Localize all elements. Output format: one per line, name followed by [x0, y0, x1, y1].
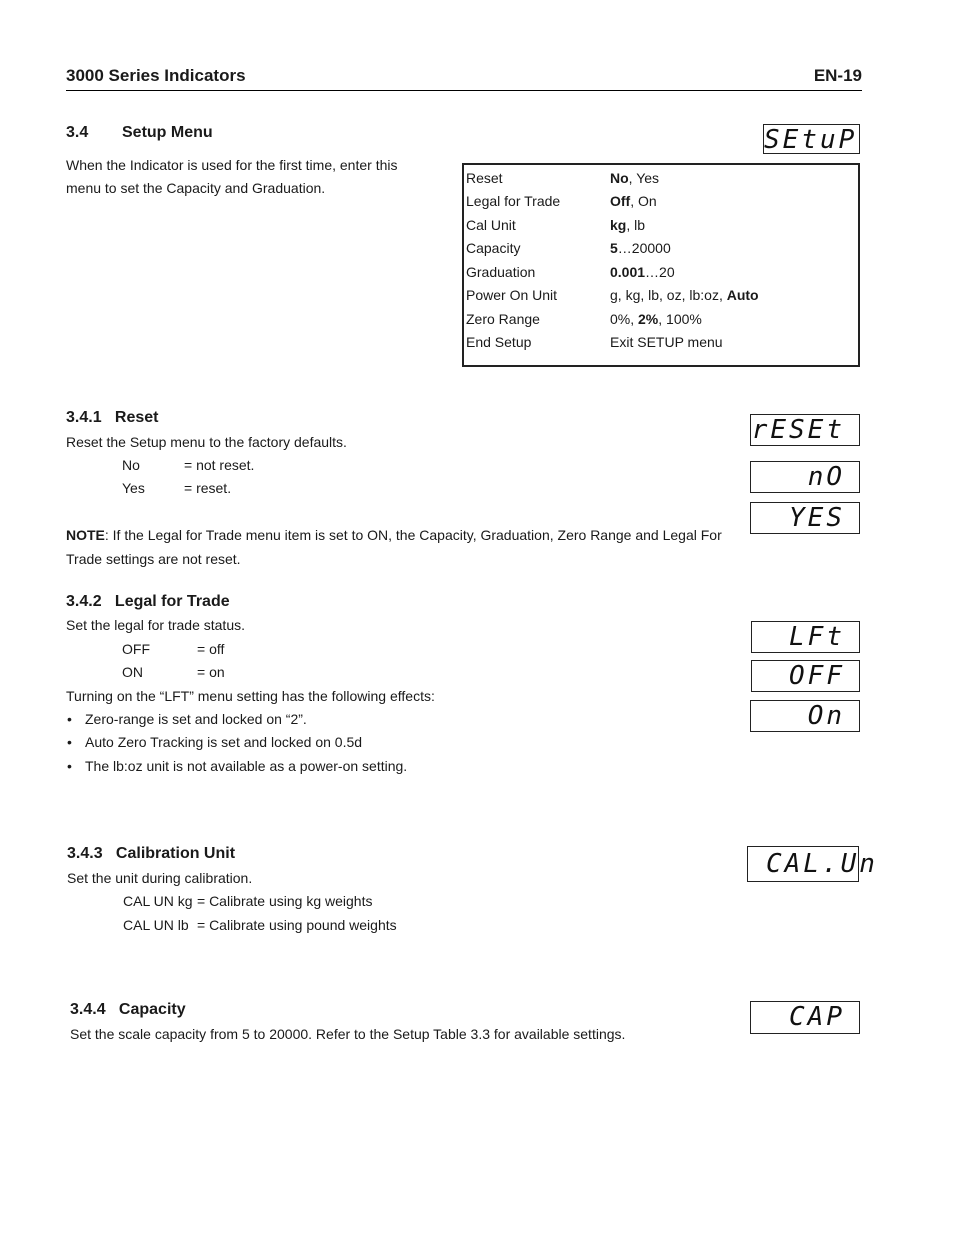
lcd-cap: CAP [750, 1001, 860, 1034]
setup-intro-line1: When the Indicator is used for the first time, enter this [66, 157, 398, 173]
calun-description: Set the unit during calibration. [67, 870, 253, 886]
section-3-4-4-title: 3.4.4 Capacity [70, 1001, 186, 1018]
lcd-calun: CAL.Un [747, 846, 859, 882]
lcd-on: On [750, 700, 860, 732]
setup-intro-line2: menu to set the Capacity and Graduation. [66, 180, 326, 196]
reset-option-no-key: No [122, 457, 140, 473]
row-value-reset: No, Yes [610, 170, 660, 186]
calun-option-kg-value: = Calibrate using kg weights [197, 893, 373, 909]
row-value-graduation: 0.001…20 [610, 264, 675, 280]
lft-description: Set the legal for trade status. [66, 617, 245, 633]
lft-option-off-key: OFF [122, 641, 150, 657]
header-rule [66, 90, 862, 91]
row-label-end-setup: End Setup [466, 334, 532, 350]
row-label-graduation: Graduation [466, 264, 536, 280]
section-3-4-1-title: 3.4.1 Reset [66, 409, 159, 426]
row-value-cal-unit: kg, lb [610, 217, 646, 233]
lft-effect-bullet-3: • The lb:oz unit is not available as a power-on setting. [85, 755, 407, 778]
lft-effects-intro: Turning on the “LFT” menu setting has the following effects: [66, 688, 435, 704]
page-number: EN-19 [813, 66, 862, 85]
row-value-capacity: 5…20000 [610, 240, 671, 256]
row-value-zero-range: 0%, 2%, 100% [610, 311, 702, 327]
row-label-cal-unit: Cal Unit [466, 217, 516, 233]
calun-option-lb-value: = Calibrate using pound weights [197, 917, 397, 933]
reset-option-yes-value: = reset. [184, 480, 232, 496]
document-title: 3000 Series Indicators [66, 66, 246, 85]
row-label-power-on-unit: Power On Unit [466, 287, 558, 303]
setup-table [462, 163, 860, 367]
reset-note-line1: NOTE: If the Legal for Trade menu item is set to ON, the Capacity, Graduation, Zero Range and Legal For [66, 527, 722, 543]
lcd-yes: YES [750, 502, 860, 534]
lft-effect-bullet-2: • Auto Zero Tracking is set and locked on 0.5d [85, 731, 362, 754]
lcd-lft: LFt [751, 621, 860, 653]
row-label-capacity: Capacity [466, 240, 521, 256]
reset-description: Reset the Setup menu to the factory defaults. [66, 434, 347, 450]
row-value-legal-for-trade: Off, On [610, 193, 657, 209]
calun-option-lb-key: CAL UN lb [123, 917, 189, 933]
reset-option-no-value: = not reset. [184, 457, 255, 473]
row-value-end-setup: Exit SETUP menu [610, 334, 723, 350]
section-3-4-3-title: 3.4.3 Calibration Unit [67, 845, 236, 862]
row-label-legal-for-trade: Legal for Trade [466, 193, 561, 209]
section-3-4-2-title: 3.4.2 Legal for Trade [66, 593, 230, 610]
reset-note-line2: Trade settings are not reset. [66, 551, 241, 567]
lcd-off: OFF [751, 660, 860, 692]
section-3-4-title: Setup Menu [122, 124, 213, 141]
lft-option-off-value: = off [197, 641, 225, 657]
row-label-zero-range: Zero Range [466, 311, 540, 327]
capacity-description: Set the scale capacity from 5 to 20000. Refer to the Setup Table 3.3 for available settings. [70, 1026, 626, 1042]
lft-option-on-value: = on [197, 664, 225, 680]
lft-effect-bullet-1: • Zero-range is set and locked on “2”. [85, 708, 307, 731]
lcd-setup: SEtuP [763, 124, 860, 154]
calun-option-kg-key: CAL UN kg [123, 893, 193, 909]
row-label-reset: Reset [466, 170, 503, 186]
section-3-4-number: 3.4 [66, 124, 89, 141]
lcd-no: nO [750, 461, 860, 493]
reset-option-yes-key: Yes [122, 480, 145, 496]
lcd-reset: rESEt [750, 414, 860, 446]
lft-option-on-key: ON [122, 664, 143, 680]
row-value-power-on-unit: g, kg, lb, oz, lb:oz, Auto [610, 287, 759, 303]
